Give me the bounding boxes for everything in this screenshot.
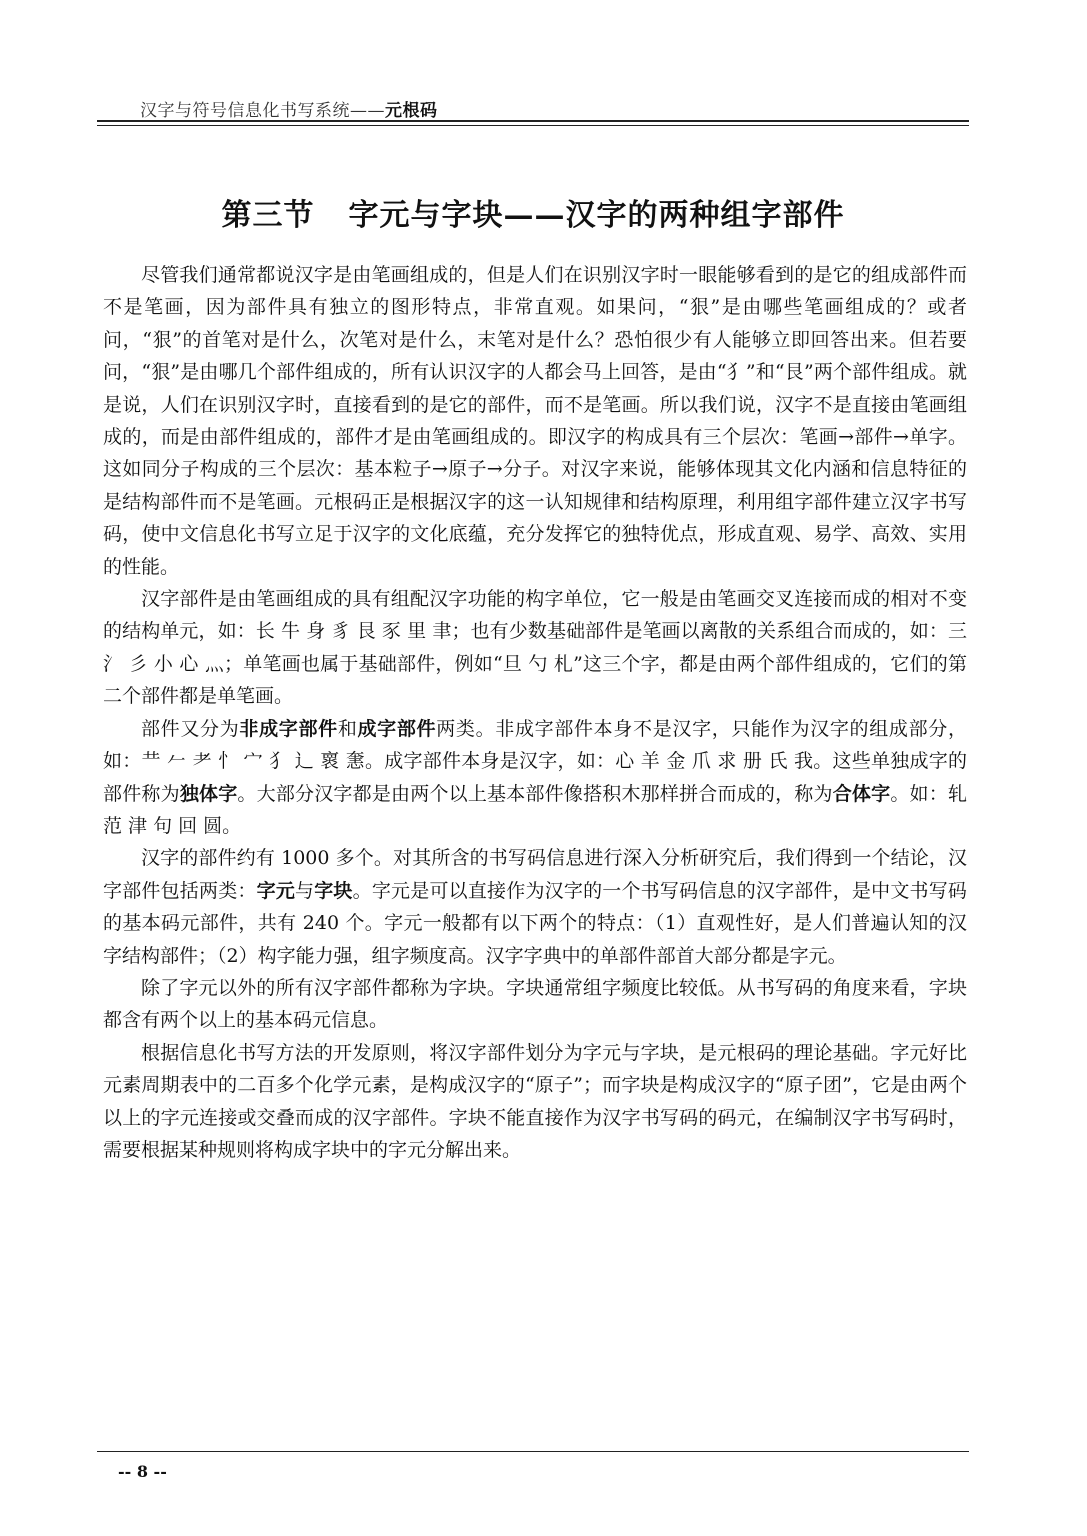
- term-zikuai: 字块: [314, 879, 353, 902]
- paragraph-3-text: 。如：轧 范 津 句 回 圆。: [103, 782, 967, 837]
- section-heading: 字元与字块——汉字的两种组字部件: [348, 198, 845, 233]
- body-text: [103, 259, 967, 1166]
- running-header-dash: ——: [350, 101, 385, 121]
- term-ziyuan: 字元: [256, 879, 296, 902]
- term-single-character: 独体字: [179, 782, 238, 805]
- term-compound-character: 合体字: [832, 782, 891, 805]
- paragraph-3-text: 。大部分汉字都是由两个以上基本部件像搭积木那样拼合而成的，称为: [237, 782, 833, 805]
- paragraph-1: 尽管我们通常都说汉字是由笔画组成的，但是人们在识别汉字时一眼能够看到的是它的组成部件而不是笔画，因为部件具有独立的图形特点，非常直观。如果问，“狠”是由哪些笔画组成的？或者问，“狠”的首笔对是什么，次笔对是什么，末笔对是什么？恐怕很少有人能够立即回答出来。但若要问，“狠”是由哪几个部件组成的，所有认识汉字的人都会马上回答，是由“犭”和“艮”两个部件组成。就是说，人们在识别汉字时，直接看到的是它的部件，而不是笔画。所以我们说，汉字不是直接由笔画组成的，而是由部件组成的，部件才是由笔画组成的。即汉字的构成具有三个层次：笔画→部件→单字。这如同分子构成的三个层次：基本粒子→原子→分子。对汉字来说，能够体现其文化内涵和信息特征的是结构部件而不是笔画。元根码正是根据汉字的这一认知规律和结构原理，利用组字部件建立汉字书写码，使中文信息化书写立足于汉字的文化底蕴，充分发挥它的独特优点，形成直观、易学、高效、实用的性能。: [103, 264, 967, 578]
- paragraph-3-text: 部件又分为: [141, 717, 240, 740]
- header-rule-thin: [97, 125, 969, 126]
- term-character-component: 成字部件: [357, 717, 437, 740]
- section-number: 第三节: [221, 198, 315, 233]
- paragraph-3: [103, 713, 967, 843]
- running-header-series: 元根码: [385, 101, 438, 121]
- paragraph-6: 根据信息化书写方法的开发原则，将汉字部件划分为字元与字块，是元根码的理论基础。字元好比元素周期表中的二百多个化学元素，是构成汉字的“原子”；而字块是构成汉字的“原子团”，它是由两个以上的字元连接或交叠而成的汉字部件。字块不能直接作为汉字书写码的码元，在编制汉字书写码时，需要根据某种规则将构成字块中的字元分解出来。: [103, 1041, 967, 1161]
- page-number: -- 8 --: [118, 1462, 167, 1481]
- paragraph-4-text: 。字元是可以直接作为汉字的一个书写码信息的汉字部件，是中文书写码的基本码元部件，共有 240 个。字元一般都有以下两个的特点：（1）直观性好，是人们普遍认知的汉字结构部件；（2）构字能力强，组字频度高。汉字字典中的单部件部首大部分都是字元。: [103, 879, 967, 967]
- running-header-book-title: 汉字与符号信息化书写系统: [140, 101, 350, 121]
- paragraph-5: 除了字元以外的所有汉字部件都称为字块。字块通常组字频度比较低。从书写码的角度来看，字块都含有两个以上的基本码元信息。: [103, 976, 967, 1032]
- paragraph-3-text: 和: [337, 717, 358, 740]
- footer-rule: [97, 1451, 969, 1452]
- section-title: [97, 190, 969, 234]
- paragraph-4-text: 汉字的部件约有 1000 多个。对其所含的书写码信息进行深入分析研究后，我们得到一个结论，汉字部件包括两类：: [103, 847, 967, 902]
- paragraph-2: 汉字部件是由笔画组成的具有组配汉字功能的构字单位，它一般是由笔画交叉连接而成的相对不变的结构单元，如：长 牛 身 豸 艮 豕 里 聿；也有少数基础部件是笔画以离散的关系组合而成的，如：三 氵 彡 小 心 灬；单笔画也属于基础部件，例如“旦 勺 札”这三个字，都是由两个部件组成的，它们的第二个部件都是单笔画。: [103, 588, 967, 708]
- paragraph-4-text: 与: [295, 879, 315, 902]
- paragraph-3-text: 两类。非成字部件本身不是汉字，只能作为汉字的组成部分，如：龷 𠂉 耂 忄 宀 犭 辶 褱 㥣。成字部件本身是汉字，如：心 羊 金 爪 求 册 氏 我。这些单独成字的部件称为: [103, 717, 967, 805]
- running-header: [140, 96, 438, 121]
- header-rule-thick: [97, 120, 969, 122]
- paragraph-4: [103, 842, 967, 972]
- term-non-character-component: 非成字部件: [239, 717, 338, 740]
